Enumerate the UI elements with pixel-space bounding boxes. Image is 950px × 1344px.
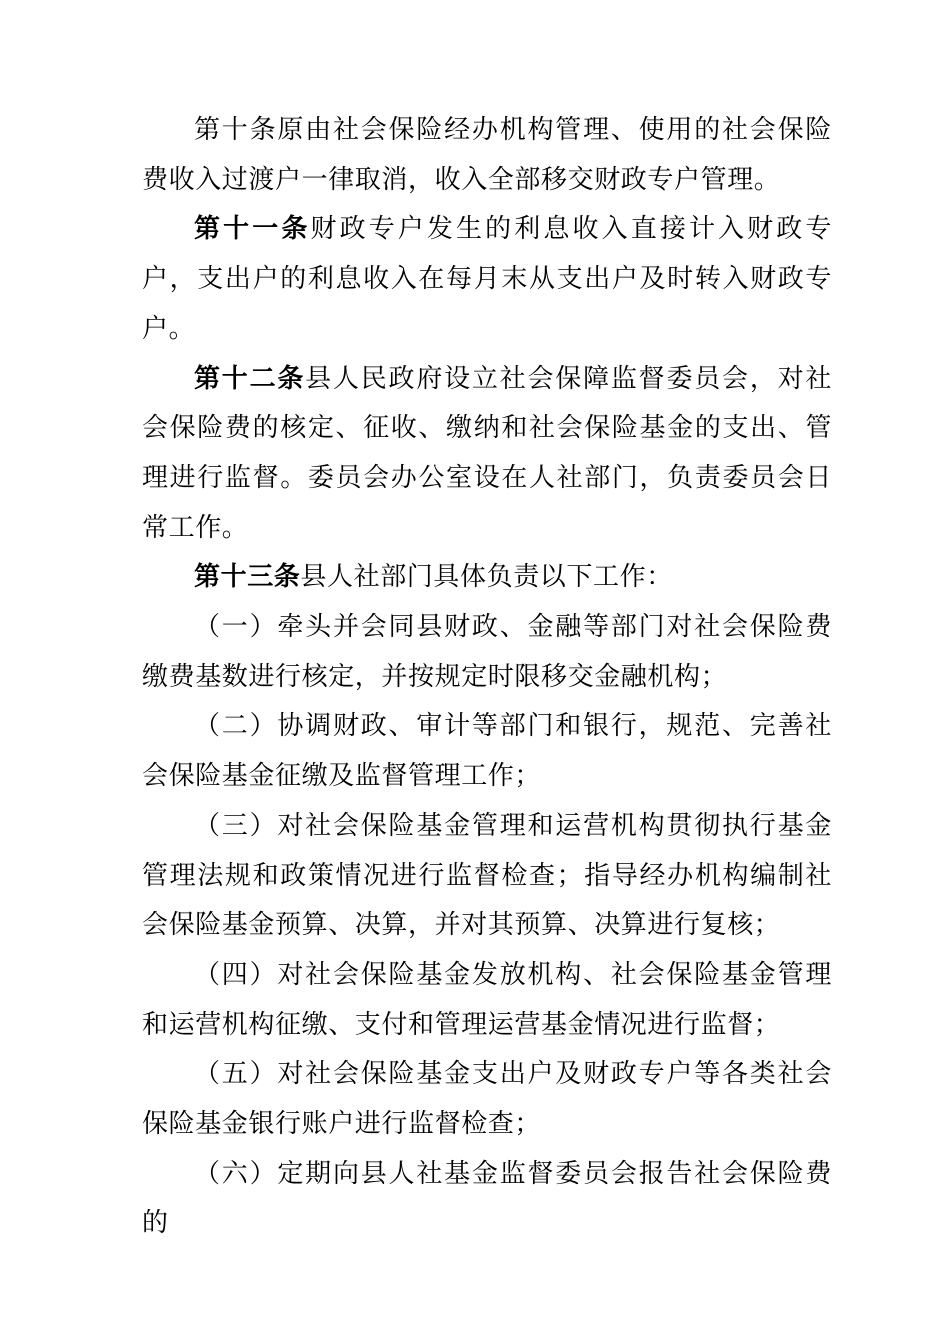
article-11 — [142, 205, 832, 354]
article-11-heading: 第十一条 — [194, 214, 311, 245]
article-13-heading: 第十三条 — [194, 562, 301, 593]
article-13 — [142, 553, 832, 603]
list-item-1: （一）牵头并会同县财政、金融等部门对社会保险费缴费基数进行核定，并按规定时限移交金融机构； — [142, 612, 832, 692]
article-13-text: 县人社部门具体负责以下工作： — [300, 562, 673, 593]
list-item-4: （四）对社会保险基金发放机构、社会保险基金管理和运营机构征缴、支付和管理运营基金情况进行监督； — [142, 959, 832, 1040]
list-item-5: （五）对社会保险基金支出户及财政专户等各类社会保险基金银行账户进行监督检查； — [142, 1059, 832, 1140]
article-12-heading: 第十二条 — [194, 363, 306, 394]
article-11-text: 财政专户发生的利息收入直接计入财政专户，支出户的利息收入在每月末从支出户及时转入财政专户。 — [142, 214, 832, 344]
article-10 — [142, 106, 832, 205]
list-item-6: （六）定期向县人社基金监督委员会报告社会保险费的 — [142, 1158, 832, 1239]
article-10-text: 第十条原由社会保险经办机构管理、使用的社会保险费收入过渡户一律取消，收入全部移交财政专户管理。 — [142, 115, 832, 195]
list-item-3: （三）对社会保险基金管理和运营机构贯彻执行基金管理法规和政策情况进行监督检查；指导经办机构编制社会保险基金预算、决算，并对其预算、决算进行复核； — [142, 810, 832, 941]
article-12-text: 县人民政府设立社会保障监督委员会，对社会保险费的核定、征收、缴纳和社会保险基金的支出、管理进行监督。委员会办公室设在人社部门，负责委员会日常工作。 — [142, 363, 832, 543]
document-page — [142, 106, 832, 1249]
article-12 — [142, 355, 832, 554]
list-item-2: （二）协调财政、审计等部门和银行，规范、完善社会保险基金征缴及监督管理工作； — [142, 711, 832, 792]
